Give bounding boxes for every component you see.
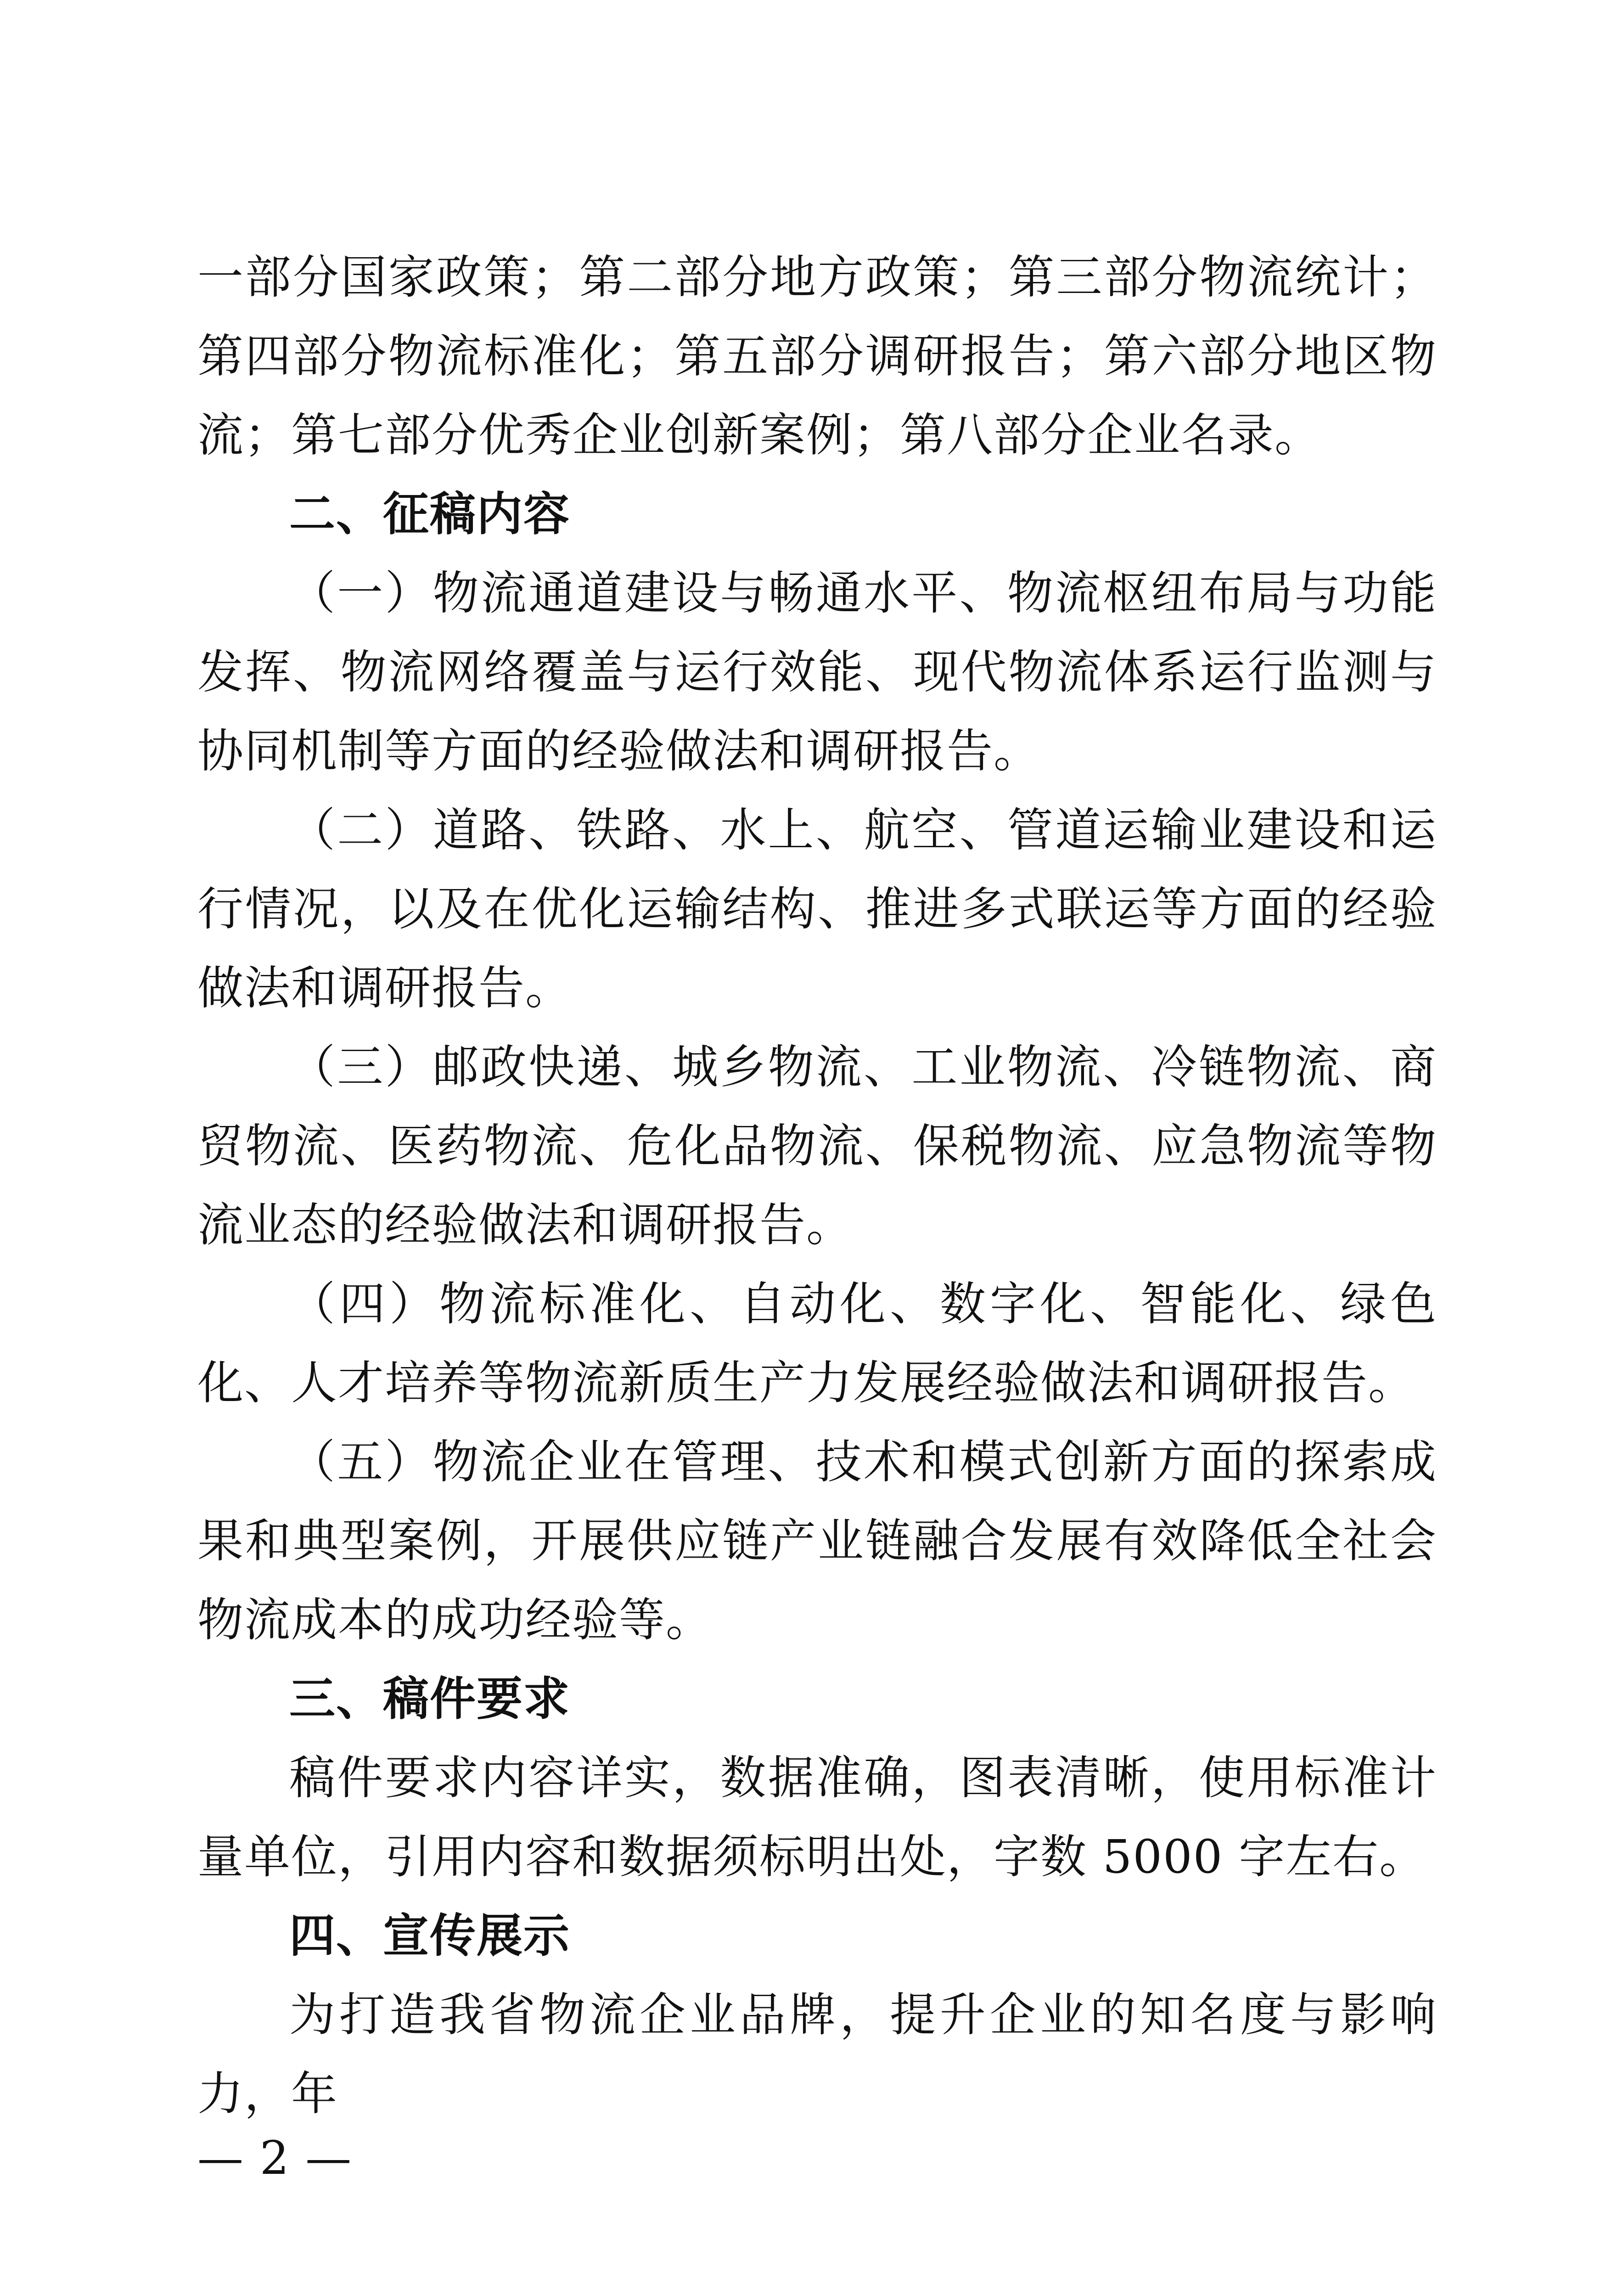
page-number: — 2 — bbox=[197, 2131, 353, 2185]
paragraph-item-5-enterprise-innovation: （五）物流企业在管理、技术和模式创新方面的探索成果和典型案例，开展供应链产业链融合发展有效降低全社会物流成本的成功经验等。 bbox=[197, 1435, 1437, 1647]
section-heading-publicity: 四、宣传展示 bbox=[289, 1909, 570, 1963]
document-body bbox=[197, 238, 1437, 2133]
section-heading-submission-content: 二、征稿内容 bbox=[289, 487, 570, 541]
paragraph-manuscript-requirements: 稿件要求内容详实，数据准确，图表清晰，使用标准计量单位，引用内容和数据须标明出处，字数 5000 字左右。 bbox=[197, 1751, 1437, 1884]
paragraph-item-3-logistics-formats: （三）邮政快递、城乡物流、工业物流、冷链物流、商贸物流、医药物流、危化品物流、保税物流、应急物流等物流业态的经验做法和调研报告。 bbox=[197, 1040, 1437, 1252]
section-heading-manuscript-requirements: 三、稿件要求 bbox=[289, 1672, 570, 1726]
paragraph-volume-sections: 一部分国家政策；第二部分地方政策；第三部分物流统计；第四部分物流标准化；第五部分调研报告；第六部分地区物流；第七部分优秀企业创新案例；第八部分企业名录。 bbox=[197, 250, 1437, 462]
paragraph-item-2-transport: （二）道路、铁路、水上、航空、管道运输业建设和运行情况，以及在优化运输结构、推进多式联运等方面的经验做法和调研报告。 bbox=[197, 803, 1437, 1015]
paragraph-publicity: 为打造我省物流企业品牌，提升企业的知名度与影响力，年 bbox=[197, 1988, 1437, 2121]
paragraph-item-4-new-productivity: （四）物流标准化、自动化、数字化、智能化、绿色化、人才培养等物流新质生产力发展经验做法和调研报告。 bbox=[197, 1277, 1437, 1410]
paragraph-item-1-logistics-channels: （一）物流通道建设与畅通水平、物流枢纽布局与功能发挥、物流网络覆盖与运行效能、现代物流体系运行监测与协同机制等方面的经验做法和调研报告。 bbox=[197, 566, 1437, 778]
